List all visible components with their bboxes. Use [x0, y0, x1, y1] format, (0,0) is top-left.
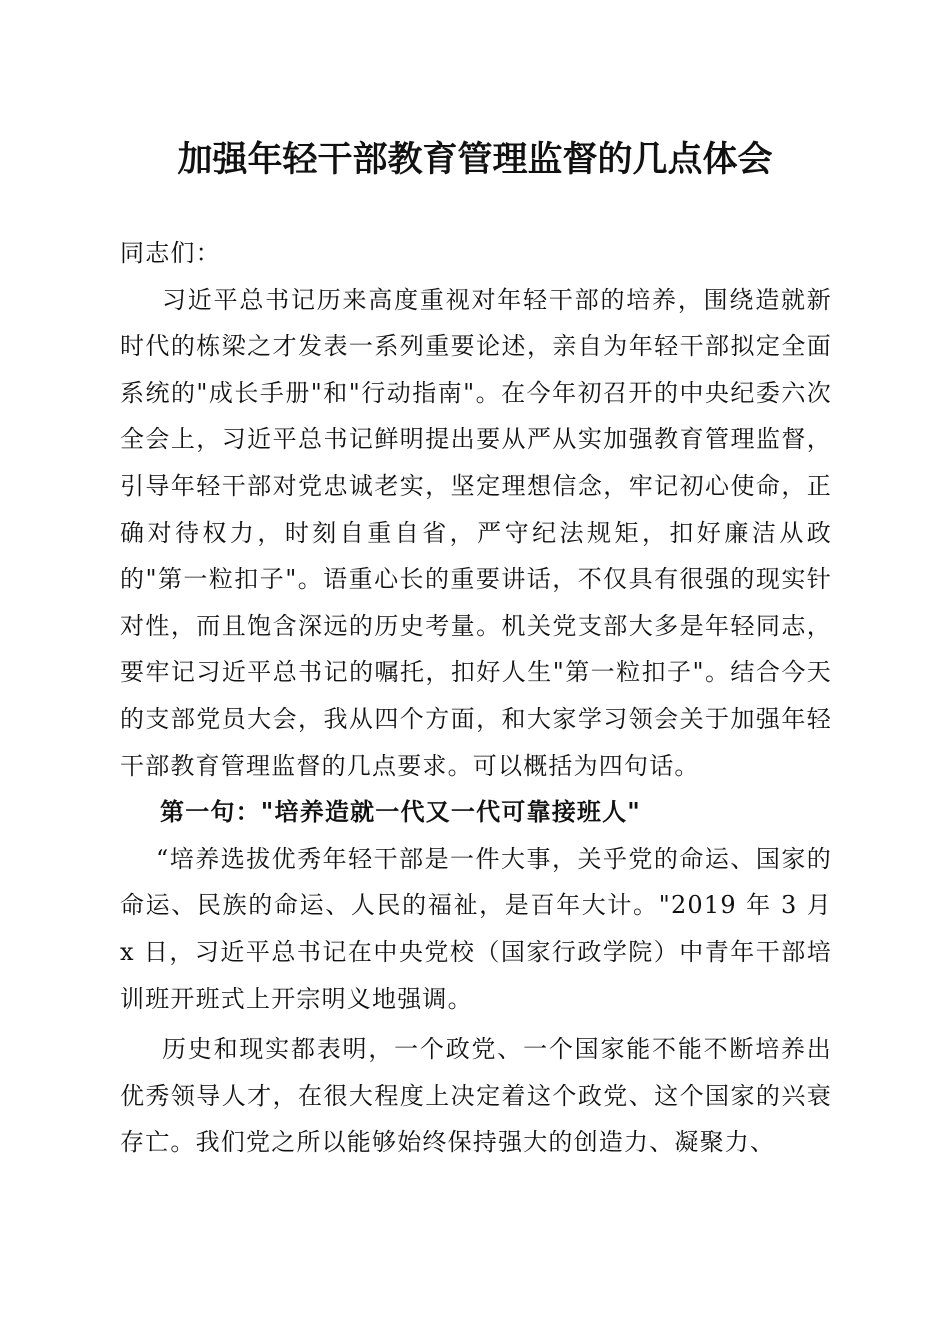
section-heading: 第一句："培养造就一代又一代可靠接班人"	[160, 797, 642, 827]
salutation: 同志们：	[120, 239, 221, 267]
document-body	[120, 230, 832, 1166]
document-title: 加强年轻干部教育管理监督的几点体会	[177, 139, 773, 180]
section-paragraph-1: “培养选拔优秀年轻干部是一件大事，关乎党的命运、国家的命运、民族的命运、人民的福祉，是百年大计。"2019 年 3 月 x 日，习近平总书记在中央党校（国家行政学院）中青年干部培训班开班式上开宗明义地强调。	[120, 844, 832, 1013]
section-paragraph-2: 历史和现实都表明，一个政党、一个国家能不能不断培养出优秀领导人才，在很大程度上决定着这个政党、这个国家的兴衰存亡。我们党之所以能够始终保持强大的创造力、凝聚力、	[120, 1035, 832, 1157]
intro-paragraph: 习近平总书记历来高度重视对年轻干部的培养，围绕造就新时代的栋梁之才发表一系列重要论述，亲自为年轻干部拟定全面系统的"成长手册"和"行动指南"。在今年初召开的中央纪委六次全会上，习近平总书记鲜明提出要从严从实加强教育管理监督，引导年轻干部对党忠诚老实，坚定理想信念，牢记初心使命，正确对待权力，时刻自重自省，严守纪法规矩，扣好廉洁从政的"第一粒扣子"。语重心长的重要讲话，不仅具有很强的现实针对性，而且饱含深远的历史考量。机关党支部大多是年轻同志，要牢记习近平总书记的嘱托，扣好人生"第一粒扣子"。结合今天的支部党员大会，我从四个方面，和大家学习领会关于加强年轻干部教育管理监督的几点要求。可以概括为四句话。	[120, 285, 832, 780]
